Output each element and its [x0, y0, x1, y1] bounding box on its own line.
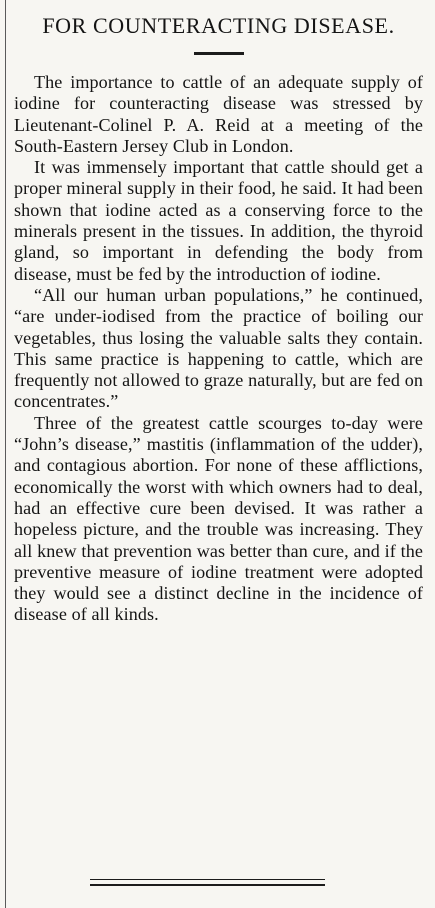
- newspaper-article: [14, 0, 423, 626]
- headline-rule: [194, 52, 244, 55]
- paragraph-1: The importance to cattle of an adequate supply of iodine for counteracting disease was stressed by Lieutenant-Colinel P. A. Reid at a meeting of the South-Eastern Jersey Club in London.: [14, 72, 423, 156]
- paragraph-4: Three of the greatest cattle scourges to-day were “John’s disease,” mastitis (inflammation of the udder), and contagious abortion. For none of these afflictions, economically the worst with which owners had to deal, had an effective cure been devised. It was rather a hopeless picture, and the trouble was increasing. They all knew that prevention was better than cure, and if the preventive measure of iodine treatment were adopted they would see a distinct decline in the incidence of disease of all kinds.: [14, 412, 423, 625]
- column-rule: [5, 0, 6, 908]
- paragraph-3: “All our human urban populations,” he continued, “are under-iodised from the practice of boiling our vegetables, thus losing the valuable salts they contain. This same practice is happening to cattle, which are frequently not allowed to graze naturally, but are fed on concentrates.”: [14, 284, 423, 412]
- end-rule: [90, 879, 325, 886]
- headline: FOR COUNTERACTING DISEASE.: [42, 13, 395, 38]
- paragraph-2: It was immensely important that cattle should get a proper mineral supply in their food, he said. It had been shown that iodine acted as a conserving force to the minerals present in the tissues. In addition, the thyroid gland, so important in defending the body from disease, must be fed by the introduction of iodine.: [14, 157, 423, 284]
